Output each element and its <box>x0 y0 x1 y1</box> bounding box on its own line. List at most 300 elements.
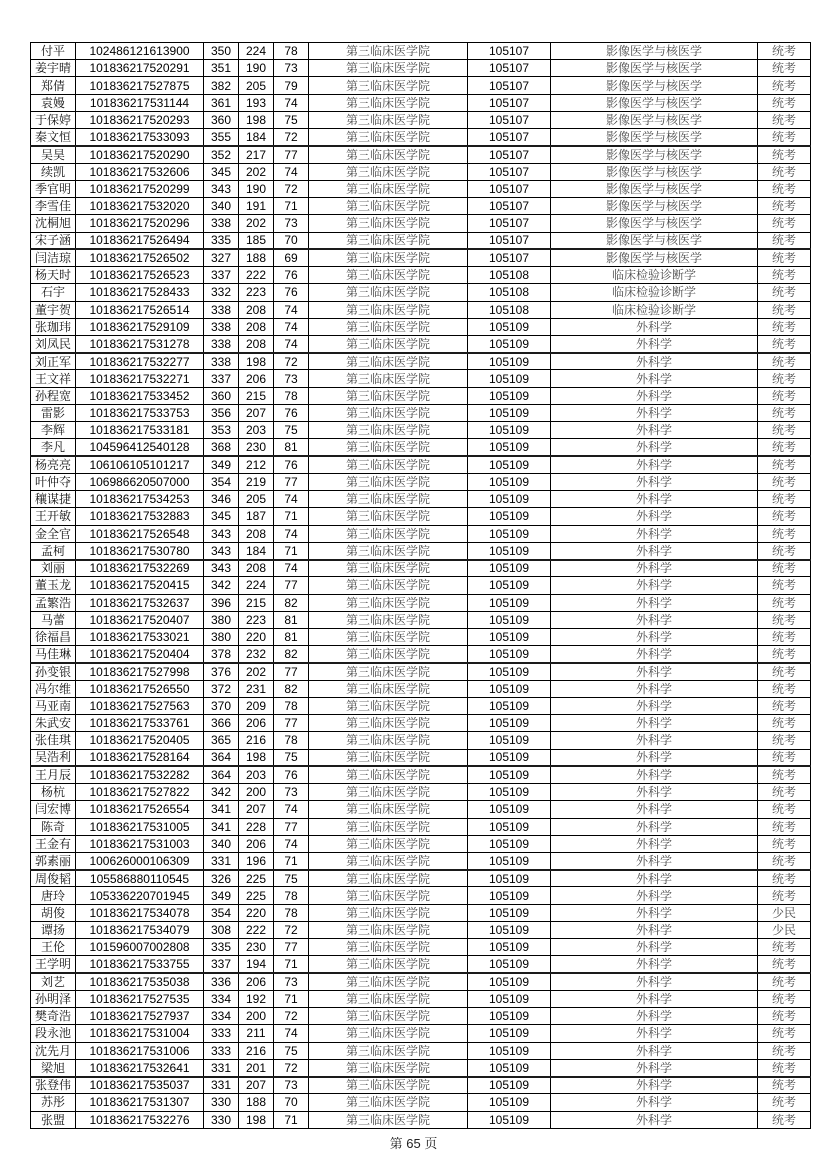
cell-initial-score: 343 <box>204 560 239 577</box>
cell-total-score: 77 <box>274 146 309 163</box>
table-row <box>31 732 811 749</box>
cell-initial-score: 368 <box>204 439 239 456</box>
cell-initial-score: 338 <box>204 318 239 335</box>
cell-college: 第三临床医学院 <box>309 318 468 335</box>
table-row <box>31 887 811 904</box>
table-row <box>31 646 811 663</box>
cell-major-name: 外科学 <box>551 370 758 387</box>
cell-retest-score: 198 <box>239 1111 274 1128</box>
cell-retest-score: 188 <box>239 249 274 266</box>
cell-retest-score: 198 <box>239 111 274 128</box>
cell-major-code: 105109 <box>468 715 551 732</box>
cell-exam-type: 统考 <box>758 887 811 904</box>
cell-exam-type: 统考 <box>758 594 811 611</box>
cell-exam-type: 统考 <box>758 680 811 697</box>
cell-college: 第三临床医学院 <box>309 1042 468 1059</box>
cell-initial-score: 337 <box>204 267 239 284</box>
cell-total-score: 74 <box>274 560 309 577</box>
cell-retest-score: 222 <box>239 921 274 938</box>
cell-major-name: 外科学 <box>551 525 758 542</box>
cell-name: 孟繁浩 <box>31 594 76 611</box>
table-row <box>31 973 811 990</box>
cell-retest-score: 194 <box>239 956 274 973</box>
cell-major-code: 105109 <box>468 870 551 887</box>
cell-total-score: 78 <box>274 697 309 714</box>
cell-major-name: 影像医学与核医学 <box>551 43 758 60</box>
cell-initial-score: 355 <box>204 129 239 146</box>
cell-exam-type: 统考 <box>758 766 811 783</box>
cell-exam-type: 统考 <box>758 818 811 835</box>
cell-college: 第三临床医学院 <box>309 335 468 352</box>
cell-exam-type: 统考 <box>758 835 811 852</box>
cell-initial-score: 343 <box>204 542 239 559</box>
cell-candidate-id: 101596007002808 <box>76 939 204 956</box>
cell-initial-score: 345 <box>204 508 239 525</box>
table-row <box>31 146 811 163</box>
cell-college: 第三临床医学院 <box>309 232 468 249</box>
cell-candidate-id: 101836217535038 <box>76 973 204 990</box>
cell-major-code: 105109 <box>468 1042 551 1059</box>
cell-major-name: 外科学 <box>551 335 758 352</box>
cell-retest-score: 202 <box>239 163 274 180</box>
cell-major-code: 105109 <box>468 887 551 904</box>
cell-exam-type: 统考 <box>758 180 811 197</box>
cell-candidate-id: 101836217526514 <box>76 301 204 318</box>
cell-name: 雷影 <box>31 404 76 421</box>
table-row <box>31 60 811 77</box>
cell-candidate-id: 101836217520407 <box>76 611 204 628</box>
cell-major-code: 105109 <box>468 939 551 956</box>
cell-major-name: 外科学 <box>551 422 758 439</box>
cell-total-score: 81 <box>274 611 309 628</box>
cell-major-code: 105109 <box>468 1008 551 1025</box>
table-row <box>31 1025 811 1042</box>
table-row <box>31 353 811 370</box>
cell-college: 第三临床医学院 <box>309 439 468 456</box>
cell-major-code: 105109 <box>468 784 551 801</box>
cell-name: 冯尔维 <box>31 680 76 697</box>
cell-major-name: 外科学 <box>551 1077 758 1094</box>
cell-college: 第三临床医学院 <box>309 973 468 990</box>
cell-college: 第三临床医学院 <box>309 715 468 732</box>
cell-major-code: 105109 <box>468 353 551 370</box>
cell-major-name: 外科学 <box>551 491 758 508</box>
cell-candidate-id: 101836217531004 <box>76 1025 204 1042</box>
table-row <box>31 249 811 266</box>
cell-total-score: 70 <box>274 1094 309 1111</box>
cell-college: 第三临床医学院 <box>309 766 468 783</box>
cell-candidate-id: 101836217532641 <box>76 1059 204 1076</box>
cell-name: 闫洁琼 <box>31 249 76 266</box>
cell-total-score: 70 <box>274 232 309 249</box>
cell-exam-type: 统考 <box>758 335 811 352</box>
table-row <box>31 318 811 335</box>
cell-major-name: 影像医学与核医学 <box>551 146 758 163</box>
cell-exam-type: 统考 <box>758 422 811 439</box>
cell-candidate-id: 101836217534078 <box>76 904 204 921</box>
cell-retest-score: 211 <box>239 1025 274 1042</box>
cell-total-score: 81 <box>274 439 309 456</box>
cell-total-score: 74 <box>274 1025 309 1042</box>
table-row <box>31 594 811 611</box>
cell-major-code: 105107 <box>468 60 551 77</box>
cell-retest-score: 193 <box>239 94 274 111</box>
cell-exam-type: 少民 <box>758 921 811 938</box>
cell-retest-score: 217 <box>239 146 274 163</box>
cell-major-name: 外科学 <box>551 973 758 990</box>
cell-candidate-id: 101836217520291 <box>76 60 204 77</box>
cell-initial-score: 361 <box>204 94 239 111</box>
cell-initial-score: 308 <box>204 921 239 938</box>
cell-total-score: 74 <box>274 301 309 318</box>
cell-college: 第三临床医学院 <box>309 77 468 94</box>
cell-initial-score: 365 <box>204 732 239 749</box>
cell-major-code: 105109 <box>468 818 551 835</box>
cell-candidate-id: 101836217527822 <box>76 784 204 801</box>
cell-name: 董玉龙 <box>31 577 76 594</box>
cell-initial-score: 396 <box>204 594 239 611</box>
cell-initial-score: 338 <box>204 335 239 352</box>
cell-major-code: 105109 <box>468 611 551 628</box>
cell-total-score: 75 <box>274 111 309 128</box>
cell-retest-score: 230 <box>239 439 274 456</box>
cell-retest-score: 216 <box>239 732 274 749</box>
cell-major-name: 外科学 <box>551 766 758 783</box>
cell-candidate-id: 101836217520299 <box>76 180 204 197</box>
cell-total-score: 72 <box>274 921 309 938</box>
cell-retest-score: 232 <box>239 646 274 663</box>
cell-major-name: 外科学 <box>551 1111 758 1128</box>
cell-candidate-id: 102486121613900 <box>76 43 204 60</box>
cell-major-code: 105109 <box>468 560 551 577</box>
cell-major-name: 外科学 <box>551 1008 758 1025</box>
cell-name: 孟柯 <box>31 542 76 559</box>
cell-total-score: 72 <box>274 1059 309 1076</box>
cell-college: 第三临床医学院 <box>309 870 468 887</box>
cell-total-score: 82 <box>274 594 309 611</box>
cell-total-score: 73 <box>274 215 309 232</box>
table-row <box>31 387 811 404</box>
cell-total-score: 72 <box>274 129 309 146</box>
cell-major-name: 外科学 <box>551 990 758 1007</box>
cell-total-score: 78 <box>274 887 309 904</box>
cell-candidate-id: 101836217530780 <box>76 542 204 559</box>
cell-exam-type: 统考 <box>758 1094 811 1111</box>
cell-total-score: 75 <box>274 422 309 439</box>
cell-name: 马蕾 <box>31 611 76 628</box>
cell-retest-score: 203 <box>239 766 274 783</box>
cell-retest-score: 192 <box>239 990 274 1007</box>
cell-name: 张珈玮 <box>31 318 76 335</box>
cell-initial-score: 330 <box>204 1094 239 1111</box>
table-row <box>31 180 811 197</box>
cell-name: 谭扬 <box>31 921 76 938</box>
cell-name: 王金有 <box>31 835 76 852</box>
table-row <box>31 491 811 508</box>
cell-name: 张登伟 <box>31 1077 76 1094</box>
cell-major-code: 105109 <box>468 318 551 335</box>
cell-exam-type: 统考 <box>758 353 811 370</box>
cell-exam-type: 统考 <box>758 663 811 680</box>
table-row <box>31 267 811 284</box>
cell-college: 第三临床医学院 <box>309 249 468 266</box>
cell-candidate-id: 104596412540128 <box>76 439 204 456</box>
cell-retest-score: 203 <box>239 422 274 439</box>
cell-total-score: 75 <box>274 1042 309 1059</box>
cell-candidate-id: 101836217527998 <box>76 663 204 680</box>
table-row <box>31 697 811 714</box>
cell-college: 第三临床医学院 <box>309 577 468 594</box>
cell-candidate-id: 101836217532282 <box>76 766 204 783</box>
cell-name: 苏彤 <box>31 1094 76 1111</box>
cell-major-name: 影像医学与核医学 <box>551 198 758 215</box>
table-row <box>31 990 811 1007</box>
cell-name: 马佳琳 <box>31 646 76 663</box>
cell-initial-score: 351 <box>204 60 239 77</box>
cell-major-name: 影像医学与核医学 <box>551 77 758 94</box>
cell-major-name: 外科学 <box>551 387 758 404</box>
cell-total-score: 71 <box>274 542 309 559</box>
cell-major-name: 外科学 <box>551 697 758 714</box>
table-row <box>31 301 811 318</box>
cell-name: 朱武安 <box>31 715 76 732</box>
cell-exam-type: 统考 <box>758 1025 811 1042</box>
cell-college: 第三临床医学院 <box>309 990 468 1007</box>
cell-college: 第三临床医学院 <box>309 628 468 645</box>
cell-major-code: 105109 <box>468 456 551 473</box>
cell-name: 季官明 <box>31 180 76 197</box>
cell-major-name: 外科学 <box>551 801 758 818</box>
cell-initial-score: 331 <box>204 853 239 870</box>
cell-major-name: 外科学 <box>551 835 758 852</box>
cell-exam-type: 统考 <box>758 318 811 335</box>
cell-total-score: 74 <box>274 491 309 508</box>
cell-candidate-id: 101836217526548 <box>76 525 204 542</box>
cell-initial-score: 360 <box>204 111 239 128</box>
cell-total-score: 73 <box>274 973 309 990</box>
cell-initial-score: 364 <box>204 766 239 783</box>
cell-major-name: 影像医学与核医学 <box>551 180 758 197</box>
cell-college: 第三临床医学院 <box>309 301 468 318</box>
cell-name: 姜宇晴 <box>31 60 76 77</box>
cell-total-score: 82 <box>274 646 309 663</box>
cell-exam-type: 统考 <box>758 853 811 870</box>
table-row <box>31 404 811 421</box>
cell-name: 刘丽 <box>31 560 76 577</box>
cell-initial-score: 349 <box>204 456 239 473</box>
table-row <box>31 1042 811 1059</box>
cell-major-code: 105109 <box>468 404 551 421</box>
cell-total-score: 79 <box>274 77 309 94</box>
cell-total-score: 78 <box>274 732 309 749</box>
cell-college: 第三临床医学院 <box>309 853 468 870</box>
cell-candidate-id: 101836217532277 <box>76 353 204 370</box>
cell-college: 第三临床医学院 <box>309 43 468 60</box>
cell-college: 第三临床医学院 <box>309 473 468 490</box>
table-row <box>31 163 811 180</box>
cell-college: 第三临床医学院 <box>309 697 468 714</box>
table-row <box>31 370 811 387</box>
cell-major-code: 105107 <box>468 94 551 111</box>
table-row <box>31 611 811 628</box>
cell-exam-type: 统考 <box>758 439 811 456</box>
cell-total-score: 71 <box>274 956 309 973</box>
cell-retest-score: 198 <box>239 749 274 766</box>
cell-major-name: 外科学 <box>551 749 758 766</box>
cell-name: 王学明 <box>31 956 76 973</box>
cell-total-score: 76 <box>274 267 309 284</box>
cell-college: 第三临床医学院 <box>309 542 468 559</box>
cell-retest-score: 190 <box>239 60 274 77</box>
cell-initial-score: 366 <box>204 715 239 732</box>
table-row <box>31 1111 811 1128</box>
cell-total-score: 77 <box>274 715 309 732</box>
cell-major-name: 外科学 <box>551 646 758 663</box>
cell-exam-type: 统考 <box>758 491 811 508</box>
cell-name: 梁旭 <box>31 1059 76 1076</box>
cell-retest-score: 208 <box>239 301 274 318</box>
cell-retest-score: 220 <box>239 628 274 645</box>
cell-candidate-id: 101836217533021 <box>76 628 204 645</box>
cell-name: 郑倩 <box>31 77 76 94</box>
cell-major-name: 外科学 <box>551 939 758 956</box>
cell-total-score: 71 <box>274 1111 309 1128</box>
cell-major-code: 105109 <box>468 921 551 938</box>
cell-name: 王开敏 <box>31 508 76 525</box>
cell-name: 董宇贺 <box>31 301 76 318</box>
cell-name: 沈先月 <box>31 1042 76 1059</box>
table-row <box>31 1008 811 1025</box>
table-row <box>31 715 811 732</box>
cell-name: 段永池 <box>31 1025 76 1042</box>
cell-major-code: 105109 <box>468 491 551 508</box>
cell-major-name: 外科学 <box>551 921 758 938</box>
cell-retest-score: 185 <box>239 232 274 249</box>
cell-total-score: 72 <box>274 180 309 197</box>
cell-retest-score: 196 <box>239 853 274 870</box>
cell-name: 金全官 <box>31 525 76 542</box>
cell-college: 第三临床医学院 <box>309 404 468 421</box>
cell-retest-score: 188 <box>239 1094 274 1111</box>
cell-candidate-id: 101836217531144 <box>76 94 204 111</box>
cell-major-code: 105107 <box>468 163 551 180</box>
cell-total-score: 82 <box>274 680 309 697</box>
cell-major-name: 影像医学与核医学 <box>551 129 758 146</box>
cell-exam-type: 统考 <box>758 801 811 818</box>
cell-name: 刘凤民 <box>31 335 76 352</box>
cell-college: 第三临床医学院 <box>309 560 468 577</box>
table-row <box>31 766 811 783</box>
cell-exam-type: 统考 <box>758 697 811 714</box>
cell-major-name: 外科学 <box>551 473 758 490</box>
cell-retest-score: 205 <box>239 491 274 508</box>
cell-initial-score: 331 <box>204 1077 239 1094</box>
cell-initial-score: 343 <box>204 180 239 197</box>
cell-major-name: 临床检验诊断学 <box>551 284 758 301</box>
cell-initial-score: 338 <box>204 353 239 370</box>
cell-name: 闫宏博 <box>31 801 76 818</box>
cell-major-name: 外科学 <box>551 663 758 680</box>
cell-retest-score: 206 <box>239 973 274 990</box>
cell-candidate-id: 101836217532606 <box>76 163 204 180</box>
cell-initial-score: 341 <box>204 801 239 818</box>
cell-total-score: 77 <box>274 473 309 490</box>
cell-initial-score: 338 <box>204 215 239 232</box>
cell-college: 第三临床医学院 <box>309 663 468 680</box>
cell-major-code: 105109 <box>468 663 551 680</box>
cell-name: 徐福昌 <box>31 628 76 645</box>
cell-major-code: 105109 <box>468 542 551 559</box>
cell-total-score: 77 <box>274 818 309 835</box>
cell-name: 袁嫚 <box>31 94 76 111</box>
cell-name: 秦文恒 <box>31 129 76 146</box>
cell-retest-score: 209 <box>239 697 274 714</box>
cell-total-score: 73 <box>274 784 309 801</box>
cell-initial-score: 340 <box>204 835 239 852</box>
cell-total-score: 74 <box>274 318 309 335</box>
cell-exam-type: 统考 <box>758 146 811 163</box>
cell-initial-score: 341 <box>204 818 239 835</box>
cell-total-score: 74 <box>274 335 309 352</box>
table-row <box>31 1094 811 1111</box>
cell-college: 第三临床医学院 <box>309 1094 468 1111</box>
cell-major-name: 外科学 <box>551 870 758 887</box>
cell-name: 叶仲夺 <box>31 473 76 490</box>
table-row <box>31 422 811 439</box>
cell-initial-score: 337 <box>204 370 239 387</box>
cell-major-name: 外科学 <box>551 577 758 594</box>
cell-major-name: 外科学 <box>551 904 758 921</box>
cell-name: 王文祥 <box>31 370 76 387</box>
cell-name: 穰谋捷 <box>31 491 76 508</box>
cell-initial-score: 343 <box>204 525 239 542</box>
table-row <box>31 94 811 111</box>
cell-retest-score: 207 <box>239 404 274 421</box>
cell-exam-type: 统考 <box>758 628 811 645</box>
cell-college: 第三临床医学院 <box>309 267 468 284</box>
cell-initial-score: 333 <box>204 1025 239 1042</box>
cell-retest-score: 206 <box>239 715 274 732</box>
cell-name: 张盟 <box>31 1111 76 1128</box>
cell-candidate-id: 101836217533093 <box>76 129 204 146</box>
cell-college: 第三临床医学院 <box>309 835 468 852</box>
cell-major-name: 影像医学与核医学 <box>551 111 758 128</box>
cell-major-code: 105109 <box>468 473 551 490</box>
cell-candidate-id: 106986620507000 <box>76 473 204 490</box>
cell-major-code: 105107 <box>468 129 551 146</box>
cell-candidate-id: 101836217526502 <box>76 249 204 266</box>
cell-college: 第三临床医学院 <box>309 956 468 973</box>
cell-college: 第三临床医学院 <box>309 456 468 473</box>
table-row <box>31 560 811 577</box>
cell-exam-type: 统考 <box>758 404 811 421</box>
table-row <box>31 284 811 301</box>
table-row <box>31 43 811 60</box>
cell-total-score: 73 <box>274 1077 309 1094</box>
cell-exam-type: 统考 <box>758 60 811 77</box>
table-row <box>31 1059 811 1076</box>
table-row <box>31 129 811 146</box>
cell-candidate-id: 101836217526494 <box>76 232 204 249</box>
cell-name: 郭素丽 <box>31 853 76 870</box>
cell-major-code: 105109 <box>468 646 551 663</box>
cell-college: 第三临床医学院 <box>309 1025 468 1042</box>
cell-major-name: 外科学 <box>551 715 758 732</box>
cell-total-score: 74 <box>274 94 309 111</box>
cell-college: 第三临床医学院 <box>309 129 468 146</box>
cell-exam-type: 统考 <box>758 1077 811 1094</box>
cell-major-code: 105109 <box>468 1059 551 1076</box>
